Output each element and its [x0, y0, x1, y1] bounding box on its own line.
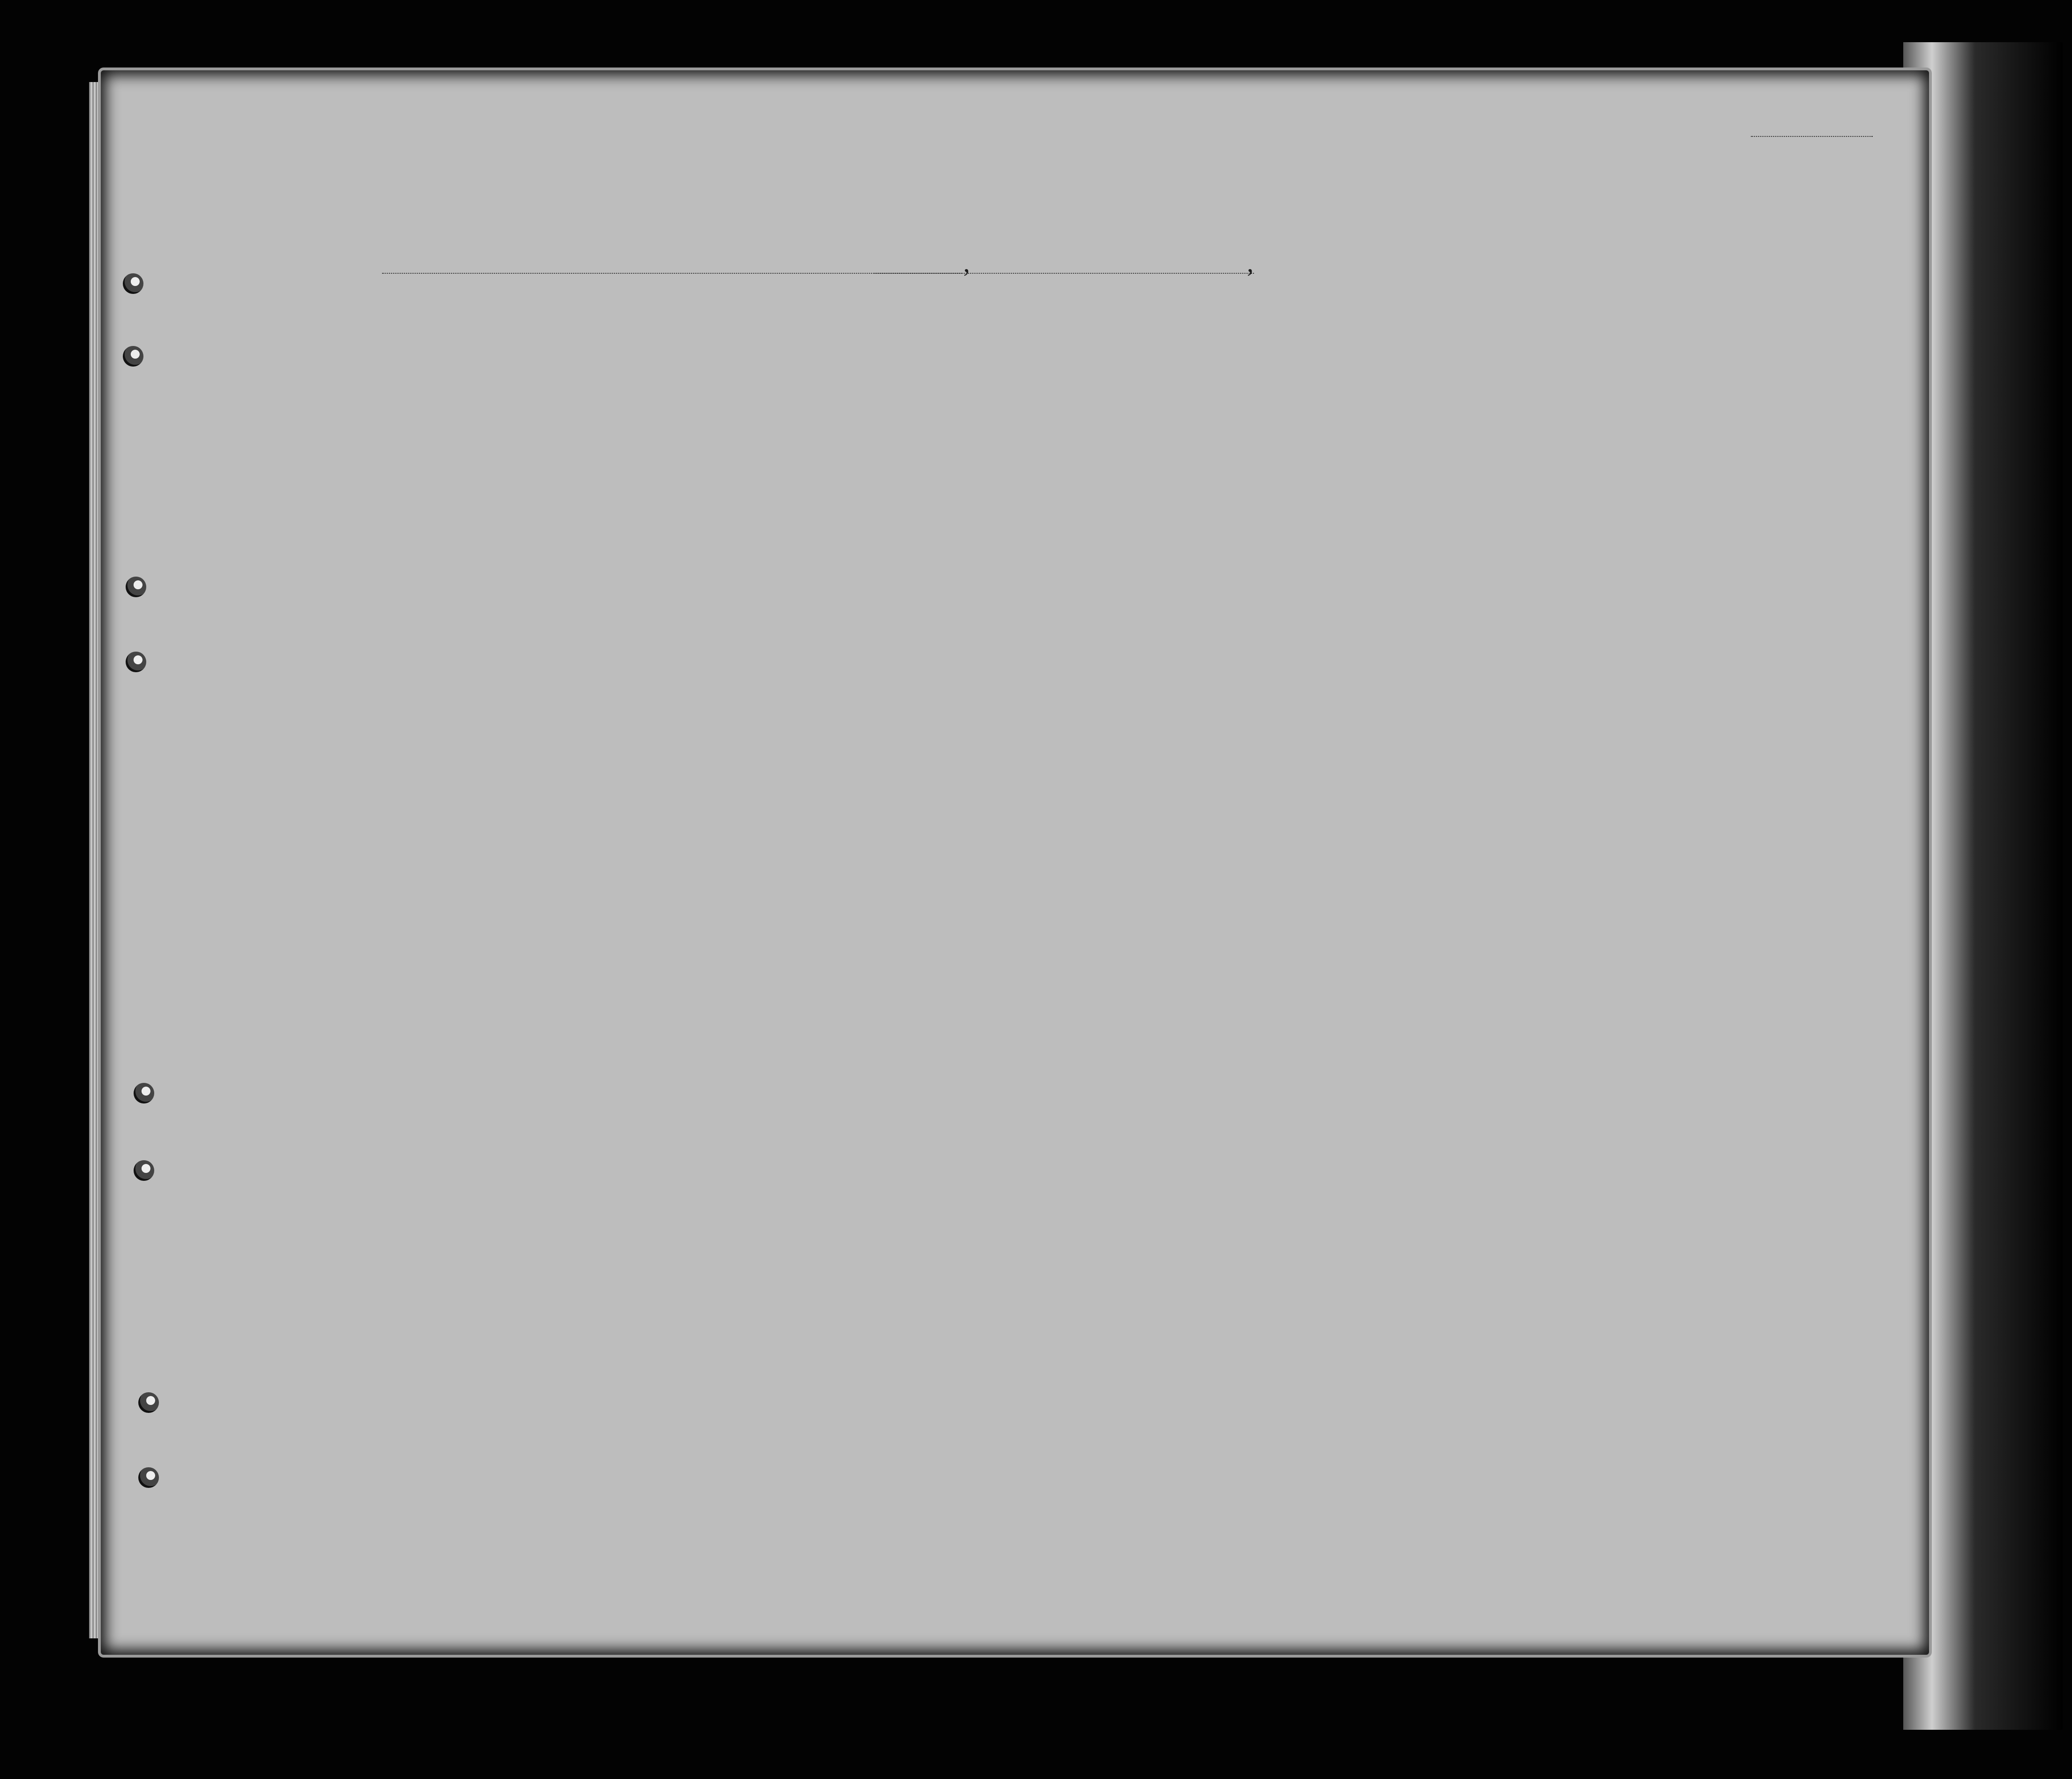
binder-hole [123, 273, 143, 294]
header-inches [1630, 408, 1644, 478]
header-q30 [1438, 327, 1455, 505]
header-purpose-citizen [1226, 347, 1257, 504]
binder-hole [134, 1160, 154, 1181]
binder-hole [138, 1392, 159, 1413]
header-q28 [1348, 327, 1394, 505]
header-q31 [1460, 327, 1477, 505]
header-polygamist [1310, 327, 1329, 505]
header-prison [1264, 327, 1297, 505]
binder-hole [138, 1467, 159, 1488]
header-q29 [1397, 327, 1434, 505]
comma-separator: , [963, 249, 970, 278]
header-possession-50 [718, 327, 736, 505]
comma-separator: , [1247, 249, 1254, 278]
header-feet [1608, 408, 1622, 478]
header-purpose-return [1164, 347, 1194, 504]
binder-hole [134, 1083, 154, 1103]
binder-hole [123, 346, 143, 367]
binder-hole [126, 577, 146, 597]
header-ticket [606, 327, 624, 505]
table-grid [101, 70, 1929, 1655]
header-purpose-length [1195, 347, 1225, 504]
binder-hole [126, 652, 146, 672]
manifest-sheet [101, 70, 1929, 1655]
